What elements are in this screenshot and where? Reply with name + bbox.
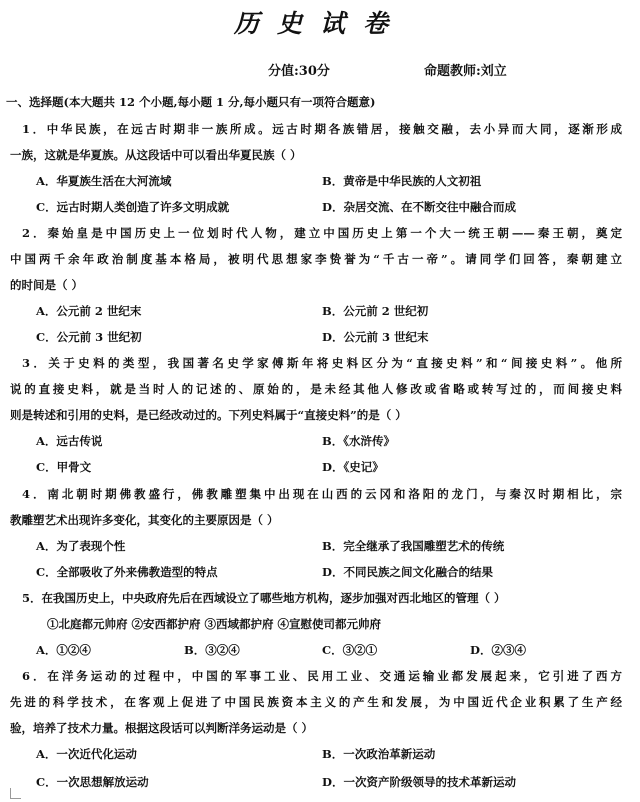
question-5-items: ①北庭都元帅府 ②安西都护府 ③西域都护府 ④宣慰使司都元帅府 [47, 617, 382, 631]
question-5-option-c[interactable]: C．③②① [322, 643, 378, 657]
section-heading: 一、选择题(本大题共 12 个小题,每小题 1 分,每小题只有一项符合题意) [6, 95, 376, 109]
question-3-option-d[interactable]: D．《史记》 [322, 460, 384, 474]
question-1-option-d[interactable]: D．杂居交流、在不断交往中融合而成 [322, 200, 516, 214]
question-6-option-d[interactable]: D．一次资产阶级领导的技术革新运动 [322, 775, 516, 789]
question-3-option-b[interactable]: B．《水浒传》 [322, 434, 395, 448]
question-4-option-d[interactable]: D．不同民族之间文化融合的结果 [322, 565, 493, 579]
question-1-option-a[interactable]: A．华夏族生活在大河流域 [36, 174, 172, 188]
question-5-line-1: 5．在我国历史上，中央政府先后在西域设立了哪些地方机构，逐步加强对西北地区的管理（ ） [22, 591, 506, 605]
question-5-option-d[interactable]: D．②③④ [470, 643, 526, 657]
question-6-option-a[interactable]: A．一次近代化运动 [36, 747, 137, 761]
exam-meta [0, 60, 640, 80]
question-2-option-b[interactable]: B．公元前 2 世纪初 [322, 304, 429, 318]
question-1-line-2: 一族，这就是华夏族。从这段话中可以看出华夏民族（ ） [10, 148, 302, 162]
question-3-line-2: 说的直接史料，就是当时人的记述的、原始的，是未经其他人修改或省略或转写过的，而间接史料 [10, 382, 622, 396]
question-1-option-c[interactable]: C．远古时期人类创造了许多文明成就 [36, 200, 230, 214]
question-6-option-c[interactable]: C．一次思想解放运动 [36, 775, 149, 789]
question-5-option-a[interactable]: A．①②④ [36, 643, 91, 657]
page-corner-mark [10, 788, 21, 799]
question-4-line-2: 教雕塑艺术出现许多变化，其变化的主要原因是（ ） [10, 513, 279, 527]
question-3-line-1: 3．关于史料的类型，我国著名史学家傅斯年将史料区分为“直接史料”和“间接史料”。他所 [22, 356, 622, 370]
question-5-option-b[interactable]: B．③②④ [184, 643, 240, 657]
question-3-line-3: 则是转述和引用的史料，是已经改动过的。下列史料属于“直接史料”的是（ ） [10, 408, 407, 422]
question-2-option-d[interactable]: D．公元前 3 世纪末 [322, 330, 429, 344]
question-4-line-1: 4．南北朝时期佛教盛行，佛教雕塑集中出现在山西的云冈和洛阳的龙门，与秦汉时期相比，宗 [22, 487, 622, 501]
question-2-line-1: 2．秦始皇是中国历史上一位划时代人物，建立中国历史上第一个大一统王朝——秦王朝，奠定 [22, 226, 622, 240]
question-3-option-c[interactable]: C．甲骨文 [36, 460, 92, 474]
question-4-option-a[interactable]: A．为了表现个性 [36, 539, 126, 553]
question-2-line-3: 的时间是（ ） [10, 278, 84, 292]
question-6-line-1: 6．在洋务运动的过程中，中国的军事工业、民用工业、交通运输业都发展起来，它引进了西方 [22, 669, 622, 683]
score-label: 分值:30分 [268, 64, 330, 79]
question-2-option-a[interactable]: A．公元前 2 世纪末 [36, 304, 142, 318]
question-6-line-3: 验，培养了技术力量。根据这段话可以判断洋务运动是（ ） [10, 721, 314, 735]
question-4-option-b[interactable]: B．完全继承了我国雕塑艺术的传统 [322, 539, 505, 553]
question-2-option-c[interactable]: C．公元前 3 世纪初 [36, 330, 142, 344]
page-title: 历史试卷 [233, 9, 406, 38]
question-1-line-1: 1．中华民族，在远古时期非一族所成。远古时期各族错居，接触交融，去小异而大同，逐渐形成 [22, 122, 622, 136]
question-6-option-b[interactable]: B．一次政治革新运动 [322, 747, 436, 761]
question-3-option-a[interactable]: A．远古传说 [36, 434, 103, 448]
question-2-line-2: 中国两千余年政治制度基本格局，被明代思想家李贽誉为“千古一帝”。请同学们回答，秦朝建立 [10, 252, 622, 266]
question-1-option-b[interactable]: B．黄帝是中华民族的人文初祖 [322, 174, 482, 188]
question-6-line-2: 先进的科学技术，在客观上促进了中国民族资本主义的产生和发展，为中国近代企业积累了生产经 [10, 695, 622, 709]
question-4-option-c[interactable]: C．全部吸收了外来佛教造型的特点 [36, 565, 218, 579]
teacher-label: 命题教师:刘立 [424, 64, 507, 79]
